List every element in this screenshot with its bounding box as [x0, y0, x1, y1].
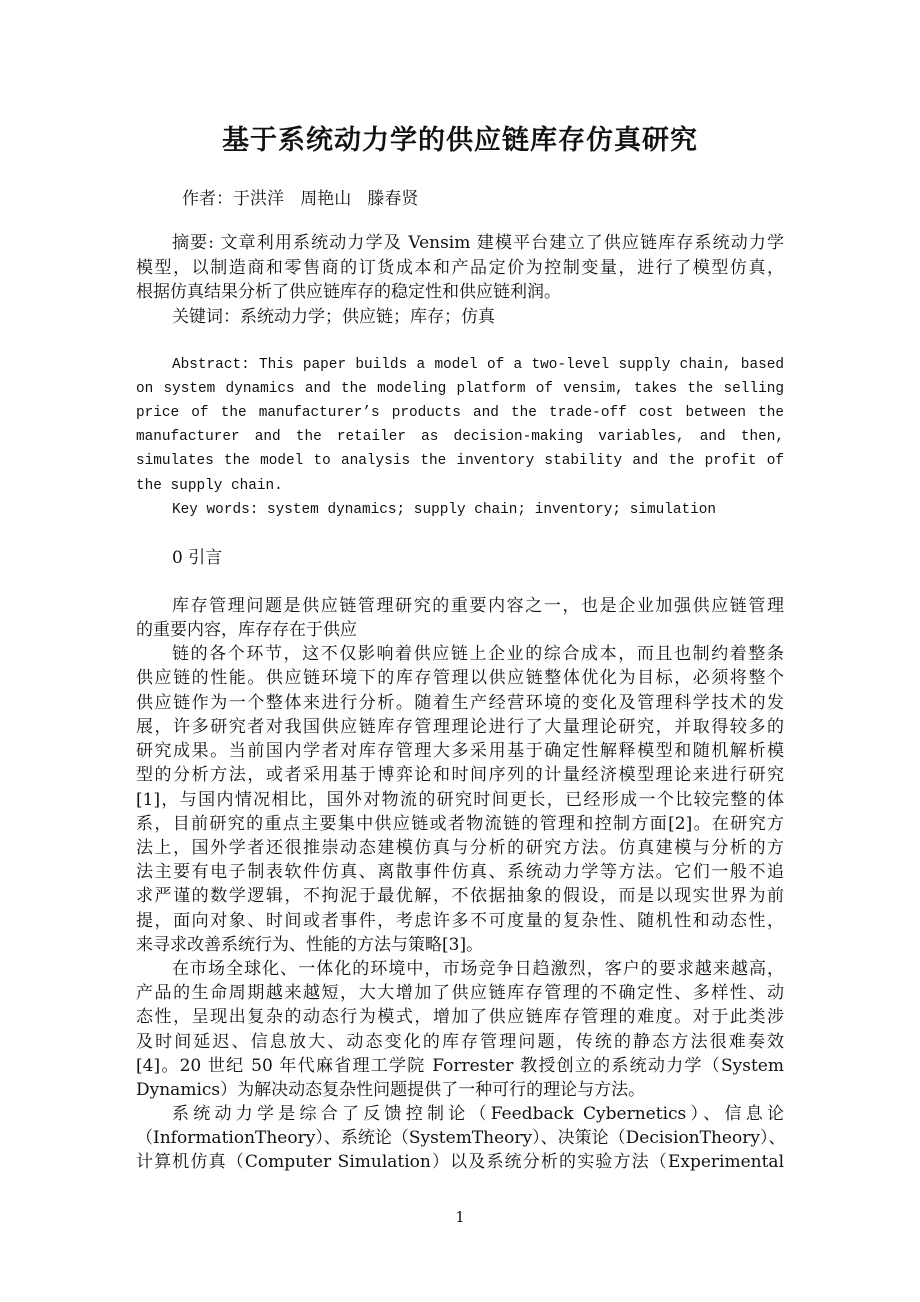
- body-line: 提，面向对象、时间或者事件，考虑许多不可度量的复杂性、随机性和动态性，: [136, 911, 784, 931]
- body-line: 法上，国外学者还很推崇动态建模仿真与分析的研究方法。仿真建模与分析的方: [136, 838, 784, 858]
- body-line: 计算机仿真（Computer Simulation）以及系统分析的实验方法（Experimental: [136, 1152, 784, 1172]
- abstract-cn-line: 根据仿真结果分析了供应链库存的稳定性和供应链利润。: [136, 282, 561, 302]
- body-line: 研究成果。当前国内学者对库存管理大多采用基于确定性解释模型和随机解析模: [136, 741, 784, 761]
- page-number: 1: [455, 1208, 465, 1226]
- body-line: 态性，呈现出复杂的动态行为模式，增加了供应链库存管理的难度。对于此类涉: [136, 1007, 784, 1027]
- body-line: [4]。20 世纪 50 年代麻省理工学院 Forrester 教授创立的系统动力学（System: [136, 1056, 784, 1076]
- body-line: 系，目前研究的重点主要集中供应链或者物流链的管理和控制方面[2]。在研究方: [136, 814, 784, 834]
- body-line: 在市场全球化、一体化的环境中，市场竞争日趋激烈，客户的要求越来越高，: [172, 959, 784, 979]
- document-title: 基于系统动力学的供应链库存仿真研究: [222, 125, 698, 156]
- abstract-cn-line: 摘要: 文章利用系统动力学及 Vensim 建模平台建立了供应链库存系统动力学: [172, 233, 784, 253]
- abstract-cn-line: 模型，以制造商和零售商的订货成本和产品定价为控制变量，进行了模型仿真，: [136, 258, 784, 278]
- body-line: （InformationTheory）、系统论（SystemTheory）、决策论（DecisionTheory）、: [136, 1128, 786, 1148]
- body-line: 链的各个环节，这不仅影响着供应链上企业的综合成本，而且也制约着整条: [172, 644, 784, 664]
- body-line: 供应链的性能。供应链环境下的库存管理以供应链整体优化为目标，必须将整个: [136, 668, 784, 688]
- abstract-en-line: the supply chain.: [136, 478, 283, 494]
- body-line: 来寻求改善系统行为、性能的方法与策略[3]。: [136, 935, 484, 955]
- body-line: 的重要内容，库存存在于供应: [136, 620, 357, 640]
- body-line: 型的分析方法，或者采用基于博弈论和时间序列的计量经济模型理论来进行研究: [136, 765, 784, 785]
- section-heading: 0 引言: [172, 548, 223, 568]
- body-line: 系统动力学是综合了反馈控制论（Feedback Cybernetics）、信息论: [172, 1104, 784, 1124]
- keywords-cn: 关键词：系统动力学；供应链；库存；仿真: [172, 307, 495, 327]
- body-line: Dynamics）为解决动态复杂性问题提供了一种可行的理论与方法。: [136, 1080, 646, 1100]
- body-line: 供应链作为一个整体来进行分析。随着生产经营环境的变化及管理科学技术的发: [136, 693, 784, 713]
- abstract-en-line: simulates the model to analysis the inventory stability and the profit of: [136, 453, 784, 469]
- abstract-en-line: Abstract: This paper builds a model of a two-level supply chain, based: [172, 357, 784, 373]
- body-line: 展，许多研究者对我国供应链库存管理理论进行了大量理论研究，并取得较多的: [136, 717, 784, 737]
- abstract-en-line: price of the manufacturer’s products and the trade-off cost between the: [136, 405, 784, 421]
- body-line: 及时间延迟、信息放大、动态变化的库存管理问题，传统的静态方法很难奏效: [136, 1032, 784, 1052]
- body-line: [1]，与国内情况相比，国外对物流的研究时间更长，已经形成一个比较完整的体: [136, 790, 784, 810]
- abstract-en-line: manufacturer and the retailer as decision-making variables, and then,: [136, 429, 784, 445]
- body-line: 法主要有电子制表软件仿真、离散事件仿真、系统动力学等方法。它们一般不追: [136, 862, 784, 882]
- keywords-en: Key words: system dynamics; supply chain; inventory; simulation: [172, 502, 717, 518]
- body-line: 产品的生命周期越来越短，大大增加了供应链库存管理的不确定性、多样性、动: [136, 983, 784, 1003]
- abstract-en-line: on system dynamics and the modeling platform of vensim, takes the selling: [136, 381, 784, 397]
- body-line: 求严谨的数学逻辑，不拘泥于最优解，不依据抽象的假设，而是以现实世界为前: [136, 886, 784, 906]
- body-line: 库存管理问题是供应链管理研究的重要内容之一，也是企业加强供应链管理: [172, 596, 784, 616]
- author-line: 作者：于洪洋 周艳山 滕春贤: [182, 189, 419, 209]
